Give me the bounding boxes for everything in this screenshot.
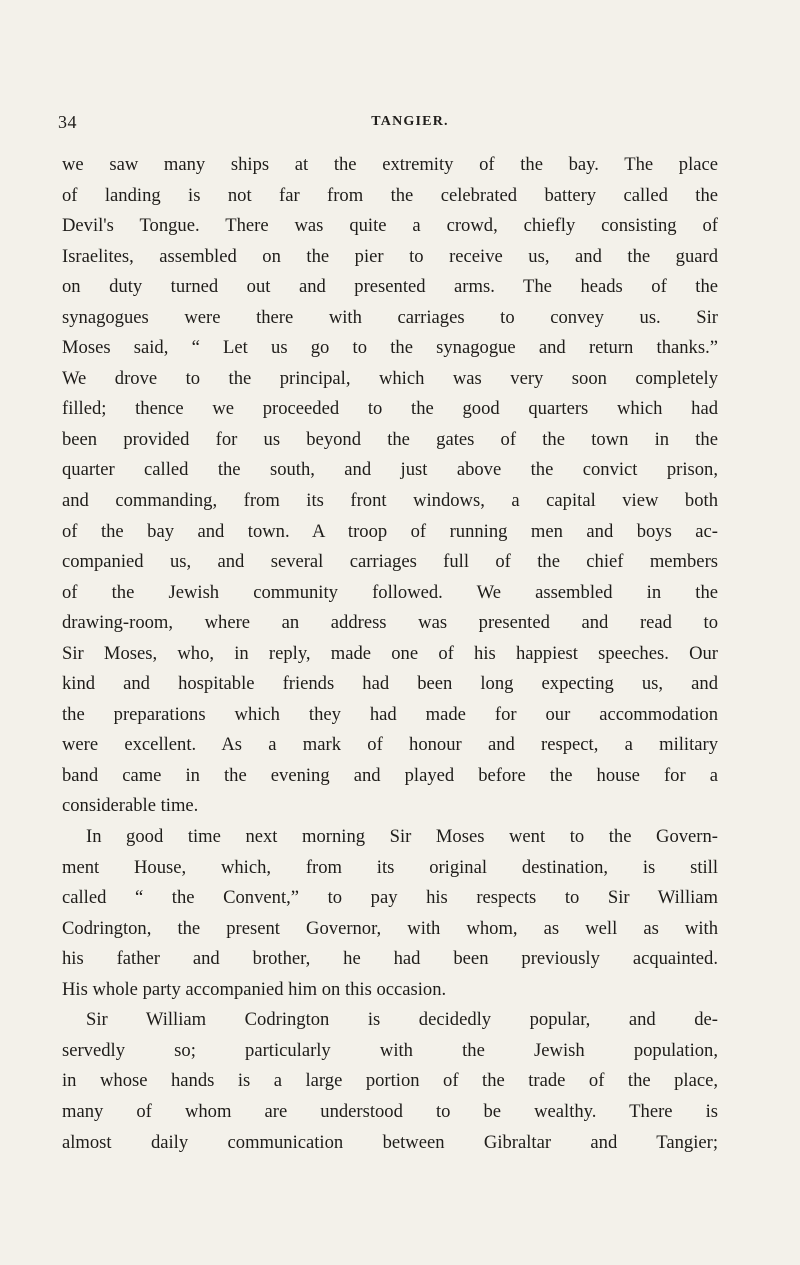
text-line: his father and brother, he had been previously acquainted. (62, 948, 718, 970)
text-line: Israelites, assembled on the pier to receive us, and the guard (62, 245, 718, 267)
text-line: quarter called the south, and just above the convict prison, (62, 459, 718, 481)
text-line: drawing-room, where an address was presented and read to (62, 612, 718, 634)
running-title: TANGIER. (371, 114, 449, 129)
text-line: synagogues were there with carriages to convey us. Sir (62, 306, 718, 328)
text-line: We drove to the principal, which was very soon completely (62, 367, 718, 389)
text-line: called “ the Convent,” to pay his respects to Sir William (62, 887, 718, 909)
page-number: 34 (58, 112, 77, 132)
text-line: companied us, and several carriages full of the chief members (62, 551, 718, 573)
text-line: of landing is not far from the celebrated battery called the (62, 184, 718, 206)
text-line: and commanding, from its front windows, a capital view both (62, 490, 718, 512)
text-line: of the bay and town. A troop of running men and boys ac- (62, 520, 718, 542)
text-line: on duty turned out and presented arms. The heads of the (62, 276, 718, 298)
text-line: almost daily communication between Gibraltar and Tangier; (62, 1131, 718, 1153)
text-line: Sir Moses, who, in reply, made one of his happiest speeches. Our (62, 642, 718, 664)
text-line: Devil's Tongue. There was quite a crowd, chiefly consisting of (62, 215, 718, 237)
text-line: kind and hospitable friends had been long expecting us, and (62, 673, 718, 695)
text-line: In good time next morning Sir Moses went to the Govern- (86, 826, 718, 848)
text-line: considerable time. (62, 795, 199, 817)
text-line: Codrington, the present Governor, with whom, as well as with (62, 917, 718, 939)
text-line: Sir William Codrington is decidedly popular, and de- (86, 1009, 718, 1031)
text-line: ment House, which, from its original destination, is still (62, 856, 718, 878)
text-line: Moses said, “ Let us go to the synagogue and return thanks.” (62, 337, 718, 359)
text-line: were excellent. As a mark of honour and respect, a military (62, 734, 718, 756)
text-line: been provided for us beyond the gates of the town in the (62, 428, 718, 450)
text-line: we saw many ships at the extremity of the bay. The place (62, 154, 718, 175)
page-header (58, 112, 718, 138)
text-line: in whose hands is a large portion of the trade of the place, (62, 1070, 718, 1092)
text-line: many of whom are understood to be wealthy. There is (62, 1100, 718, 1122)
text-line: servedly so; particularly with the Jewish population, (62, 1039, 718, 1061)
body-text (62, 150, 718, 1158)
text-line: of the Jewish community followed. We assembled in the (62, 581, 718, 603)
text-line: filled; thence we proceeded to the good quarters which had (62, 398, 718, 420)
text-line: the preparations which they had made for our accommodation (62, 703, 718, 725)
text-line: band came in the evening and played before the house for a (62, 764, 718, 786)
text-line: His whole party accompanied him on this occasion. (62, 978, 447, 1000)
